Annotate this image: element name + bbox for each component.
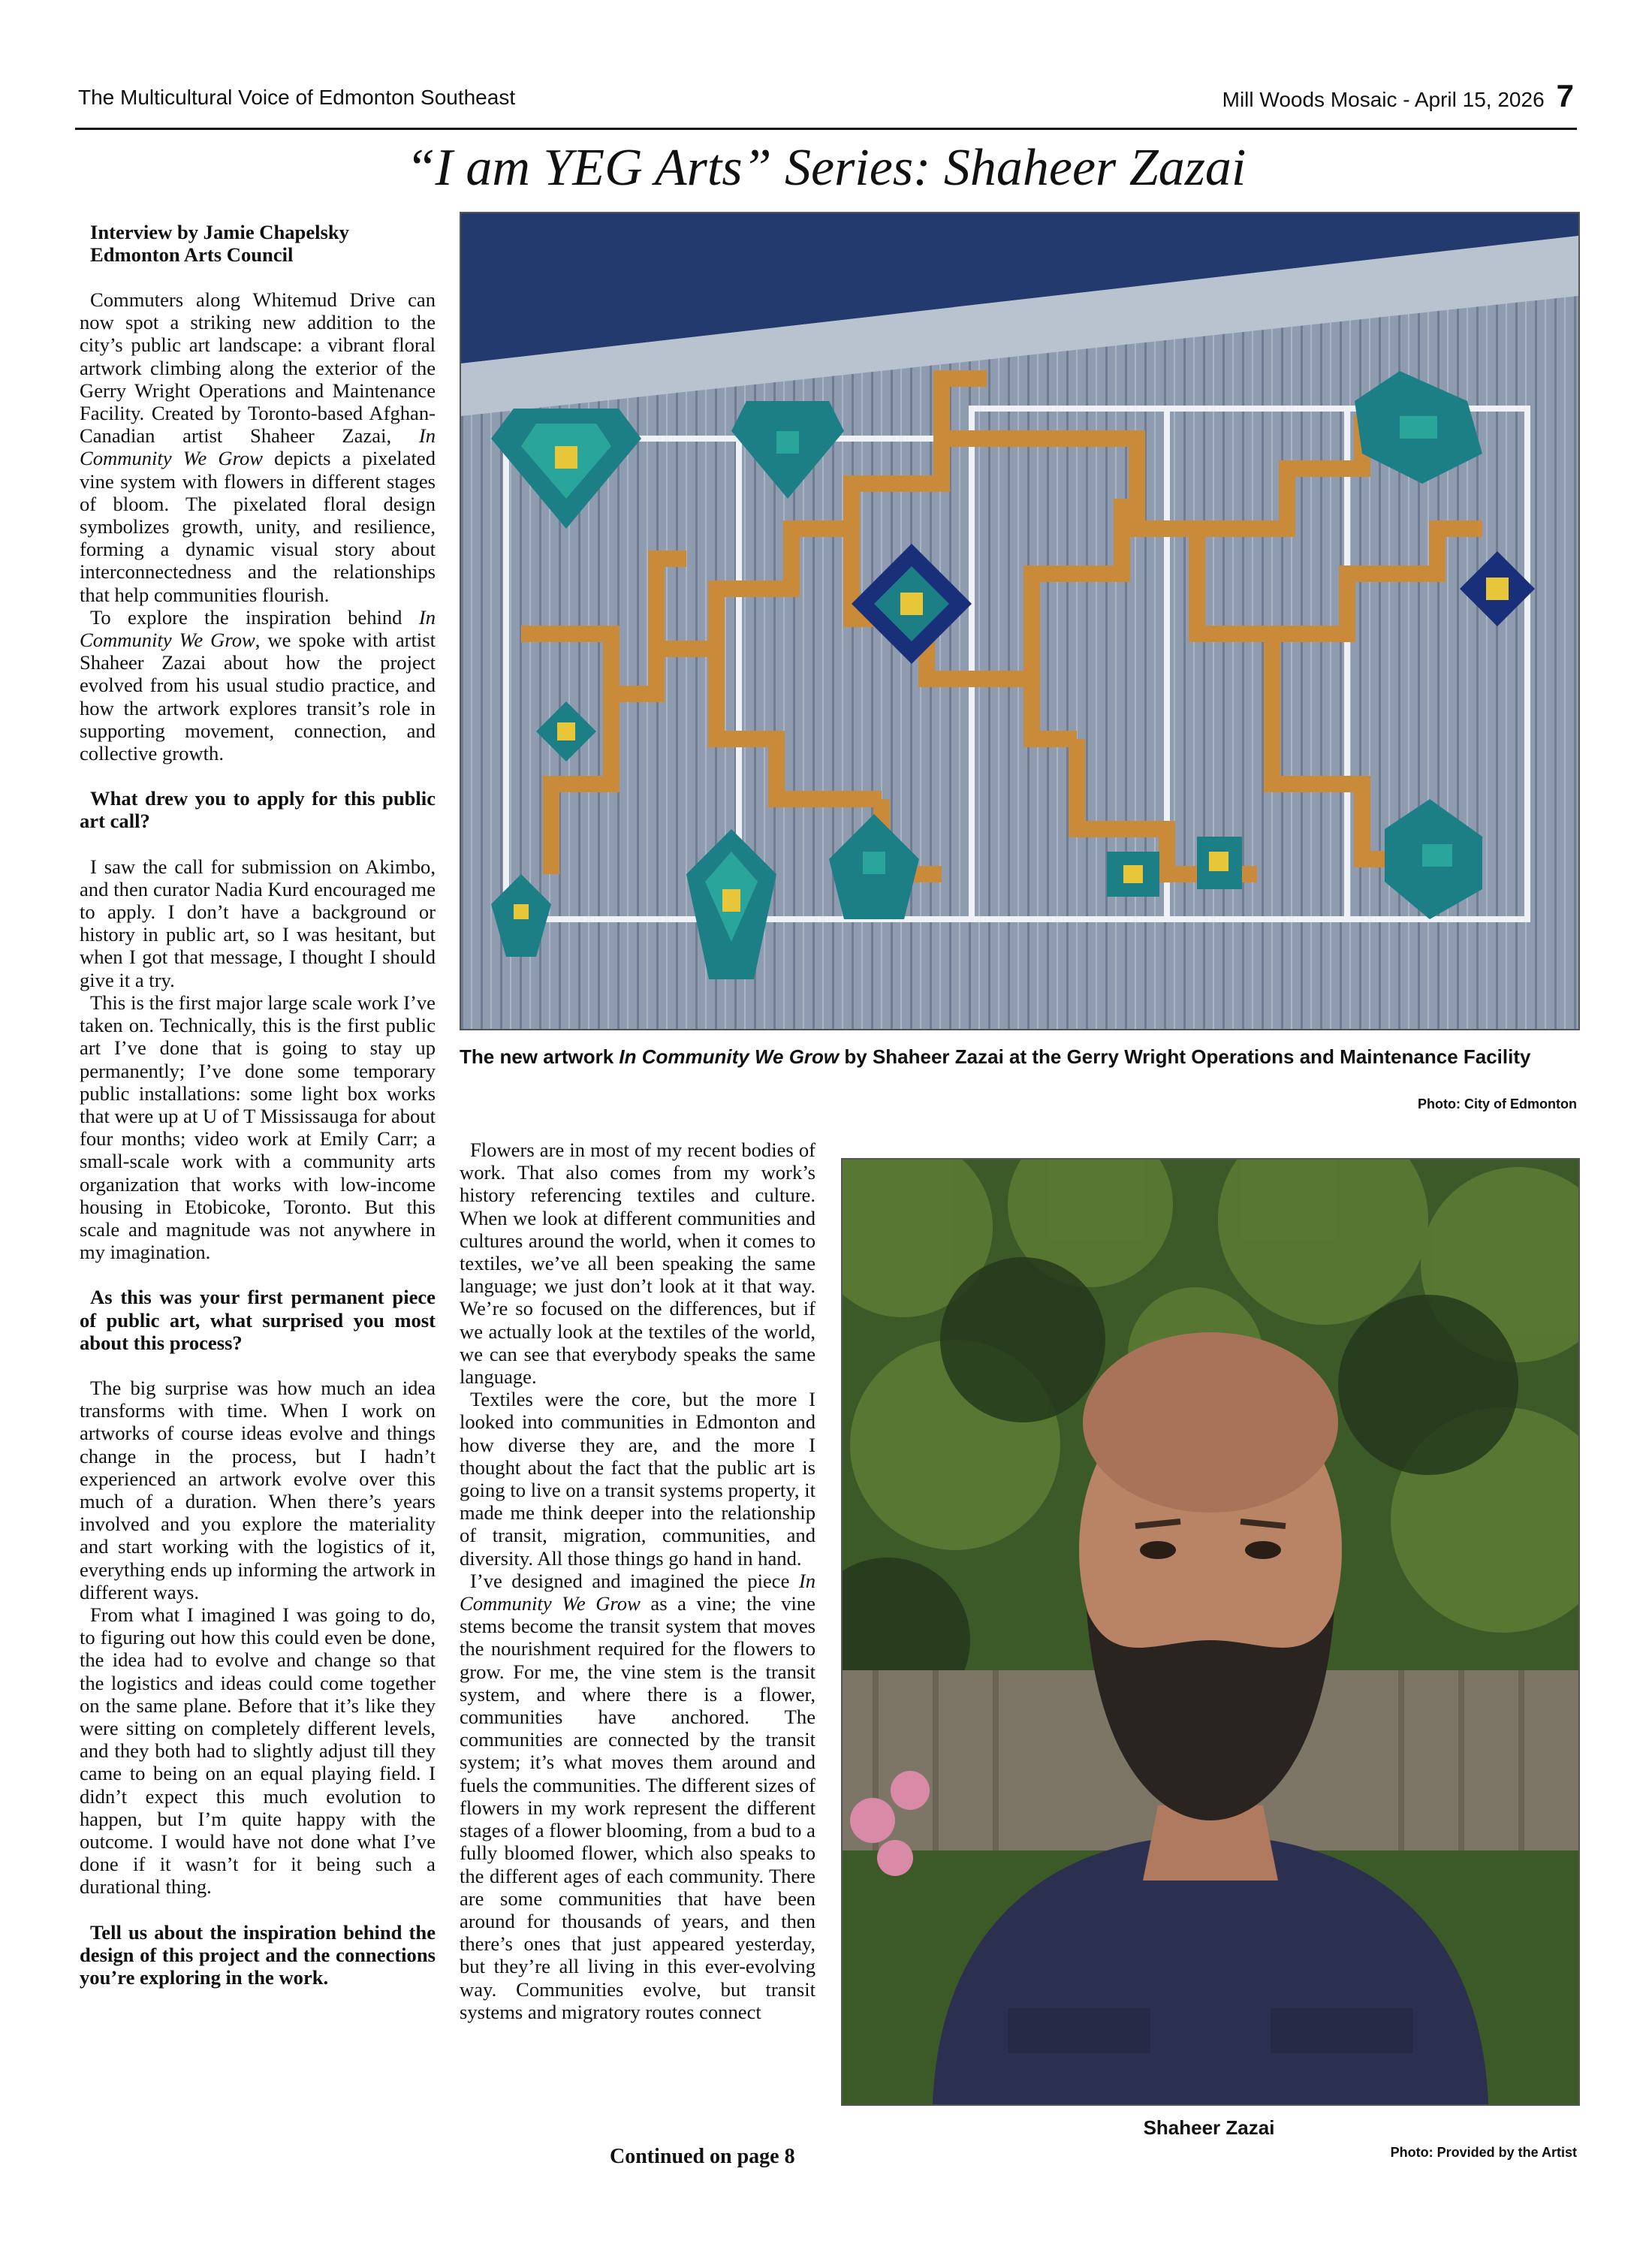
byline xyxy=(80,221,436,266)
masthead-tagline: The Multicultural Voice of Edmonton Southeast xyxy=(78,86,516,109)
header-rule xyxy=(75,128,1577,130)
left-eye xyxy=(1140,1541,1176,1559)
answer-1-paragraph-1: I saw the call for submission on Akimbo, and then curator Nadia Kurd encouraged me to apply. I don’t have a background or history in public art, so I was hesitant, but when I got that message, I thought I should give it a try. xyxy=(80,855,436,991)
artwork-illustration xyxy=(461,213,1578,1029)
artwork-caption: The new artwork In Community We Grow by Shaheer Zazai at the Gerry Wright Operations and Maintenance Facility xyxy=(460,1045,1531,1068)
artwork-title: In Community We Grow xyxy=(80,605,436,652)
artwork-photo-credit: Photo: City of Edmonton xyxy=(1418,1096,1577,1111)
left-pocket xyxy=(1008,2008,1150,2053)
artwork-title: In Community We Grow xyxy=(460,1569,815,1615)
article-column-middle xyxy=(460,1139,815,2023)
artwork-photo xyxy=(460,212,1580,1030)
page-number: 7 xyxy=(1556,78,1574,113)
portrait-caption: Shaheer Zazai xyxy=(1143,2116,1275,2139)
article-column-left xyxy=(80,221,436,2011)
answer-1-paragraph-2: This is the first major large scale work I’ve taken on. Technically, this is the first public art I’ve done that is going to stay up permanently; I’ve done some temporary public installations: some light box works that were up at U of T Mississauga for about four months; video work at Emily Carr; a small-scale work with a community arts organization that works with low-income housing in Etobicoke, Toronto. But this scale and magnitude was not anywhere in my imagination. xyxy=(80,991,436,1264)
intro-paragraph-2: To explore the inspiration behind In Community We Grow, we spoke with artist Shaheer Zazai about how the project evolved from his usual studio practice, and how the artwork explores transit’s role in supporting movement, connection, and collective growth. xyxy=(80,605,436,765)
answer-2-paragraph-1: The big surprise was how much an idea transforms with time. When I work on artworks of course ideas evolve and things change in the process, but I hadn’t experienced an artwork evolve over this much of a duration. When there’s years involved and you explore the materiality and start working with the logistics of it, everything ends up informing the artwork in different ways. xyxy=(80,1376,436,1603)
continued-notice: Continued on page 8 xyxy=(610,2145,795,2168)
issue-info xyxy=(1222,78,1574,114)
byline-author: Interview by Jamie Chapelsky xyxy=(90,221,349,243)
middle-paragraph-1: Flowers are in most of my recent bodies of work. That also comes from my work’s history referencing textiles and culture. When we look at different communities and cultures around the world, when it comes to textiles, we’ve all been speaking the same language; we just don’t look at it that way. We’re so focused on the differences, but if we actually look at the textiles of the world, we can see that everybody speaks the same language. xyxy=(460,1139,815,1389)
portrait-illustration xyxy=(843,1160,1578,2104)
question-1: What drew you to apply for this public art call? xyxy=(80,787,436,833)
right-eye xyxy=(1245,1541,1281,1559)
artwork-caption-title: In Community We Grow xyxy=(619,1045,840,1068)
issue-date: Mill Woods Mosaic - April 15, 2026 xyxy=(1222,88,1545,111)
artwork-title: In Community We Grow xyxy=(80,424,436,470)
portrait-photo-credit: Photo: Provided by the Artist xyxy=(1390,2145,1577,2160)
intro-paragraph-1: Commuters along Whitemud Drive can now spot a striking new addition to the city’s public art landscape: a vibrant floral artwork climbing along the exterior of the Gerry Wright Operations and Maintenance Facility. Created by Toronto-based Afghan-Canadian artist Shaheer Zazai, In Community We Grow depicts a pixelated vine system with flowers in different stages of bloom. The pixelated floral design symbolizes growth, unity, and resilience, forming a dynamic visual story about interconnectedness and the relationships that help communities flourish. xyxy=(80,288,436,606)
right-pocket xyxy=(1271,2008,1413,2053)
question-2: As this was your first permanent piece of public art, what surprised you most about this process? xyxy=(80,1286,436,1354)
headline: “I am YEG Arts” Series: Shaheer Zazai xyxy=(405,139,1247,197)
answer-2-paragraph-2: From what I imagined I was going to do, to figuring out how this could even be done, the idea had to evolve and change so that the logistics and ideas could come together on the same plane. Before that it’s like they were sitting on completely different levels, and they both had to slightly adjust till they came to being on an equal playing field. I didn’t expect this much evolution to happen, but I’m quite happy with the outcome. I would have not done what I’ve done if it wasn’t for it being such a durational thing. xyxy=(80,1603,436,1899)
byline-org: Edmonton Arts Council xyxy=(90,243,294,266)
middle-paragraph-3: I’ve designed and imagined the piece In Community We Grow as a vine; the vine stems become the transit system that moves the nourishment required for the flowers to grow. For me, the vine stem is the transit system, and where there is a flower, communities have anchored. The communities are connected by the transit system; it’s what moves them around and fuels the communities. The different sizes of flowers in my work represent the different stages of a flower blooming, from a bud to a fully bloomed flower, which also speaks to the different ages of each community. There are some communities that have been around for thousands of years, and then there’s ones that just appeared yesterday, but they’re all living in this ever-evolving way. Communities evolve, but transit systems and migratory routes connect xyxy=(460,1569,815,2023)
portrait-photo xyxy=(841,1158,1580,2106)
question-3: Tell us about the inspiration behind the design of this project and the connections you’re exploring in the work. xyxy=(80,1920,436,1989)
middle-paragraph-2: Textiles were the core, but the more I looked into communities in Edmonton and how diverse they are, and the more I thought about the fact that the public art is going to live on a transit systems property, it made me think deeper into the relationship of transit, migration, communities, and diversity. All those things go hand in hand. xyxy=(460,1388,815,1570)
head-top xyxy=(1083,1332,1338,1513)
